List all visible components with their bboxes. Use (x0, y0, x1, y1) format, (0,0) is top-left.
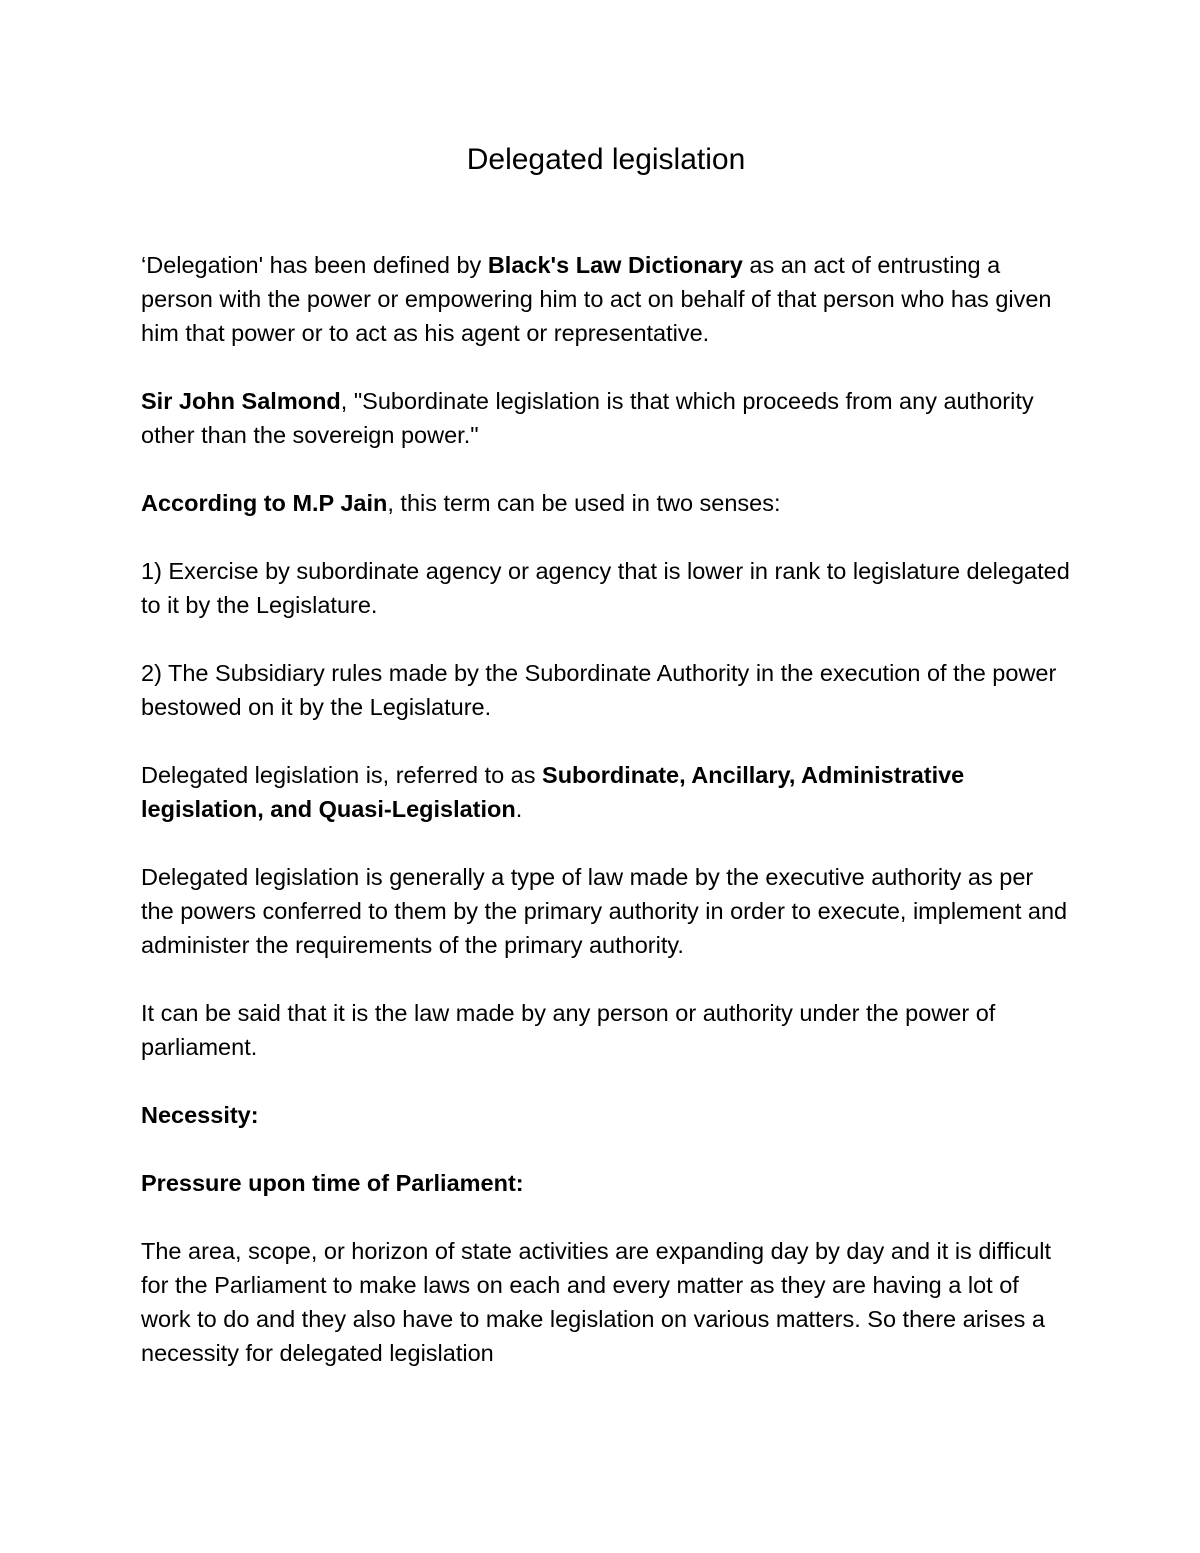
paragraph-sense-2: 2) The Subsidiary rules made by the Subordinate Authority in the execution of the power bestowed on it by the Legislature. (141, 660, 1057, 720)
bold-term-jain: According to M.P Jain (141, 490, 388, 516)
bold-term-salmond: Sir John Salmond (141, 388, 341, 414)
text-span: Delegated legislation is, referred to as (141, 762, 543, 788)
text-span: . (515, 796, 523, 822)
text-span: as an act of entrusting a person with the power or empowering him to act on behalf of that person who has given him that power or to act as his agent or representative. (141, 252, 1052, 346)
paragraph-salmond (141, 384, 1071, 452)
bold-term-blacks-law: Black's Law Dictionary (487, 252, 743, 278)
paragraph-jain (141, 486, 1071, 520)
heading-pressure (141, 1166, 1071, 1200)
text-span: , this term can be used in two senses: (387, 490, 781, 516)
paragraph-delegation-definition (141, 248, 1071, 350)
paragraph-definition-general: Delegated legislation is generally a type of law made by the executive authority as per the powers conferred to them by the primary authority in order to execute, implement and administer the requirements of the primary authority. (141, 864, 1068, 958)
paragraph-referred-as (141, 758, 1071, 826)
heading-necessity (141, 1098, 1071, 1132)
paragraph-pressure: The area, scope, or horizon of state activities are expanding day by day and it is difficult for the Parliament to make laws on each and every matter as they are having a lot of work to do and they also have to make legislation on various matters. So there arises a necessity for delegated legislation (141, 1238, 1052, 1366)
paragraph-law-made: It can be said that it is the law made by any person or authority under the power of parliament. (141, 1000, 996, 1060)
paragraph-sense-1: 1) Exercise by subordinate agency or agency that is lower in rank to legislature delegated to it by the Legislature. (141, 558, 1070, 618)
heading-necessity-text: Necessity: (141, 1102, 259, 1128)
bold-term-subordinate: Subordinate, Ancillary, Administrative legislation, and Quasi-Legislation (141, 762, 965, 822)
heading-pressure-text: Pressure upon time of Parliament: (141, 1170, 524, 1196)
document-page (141, 138, 1071, 1404)
text-span: ‘Delegation' has been defined by (141, 252, 488, 278)
document-title: Delegated legislation (466, 143, 746, 176)
text-span: , "Subordinate legislation is that which proceeds from any authority other than the sovereign power." (141, 388, 1034, 448)
